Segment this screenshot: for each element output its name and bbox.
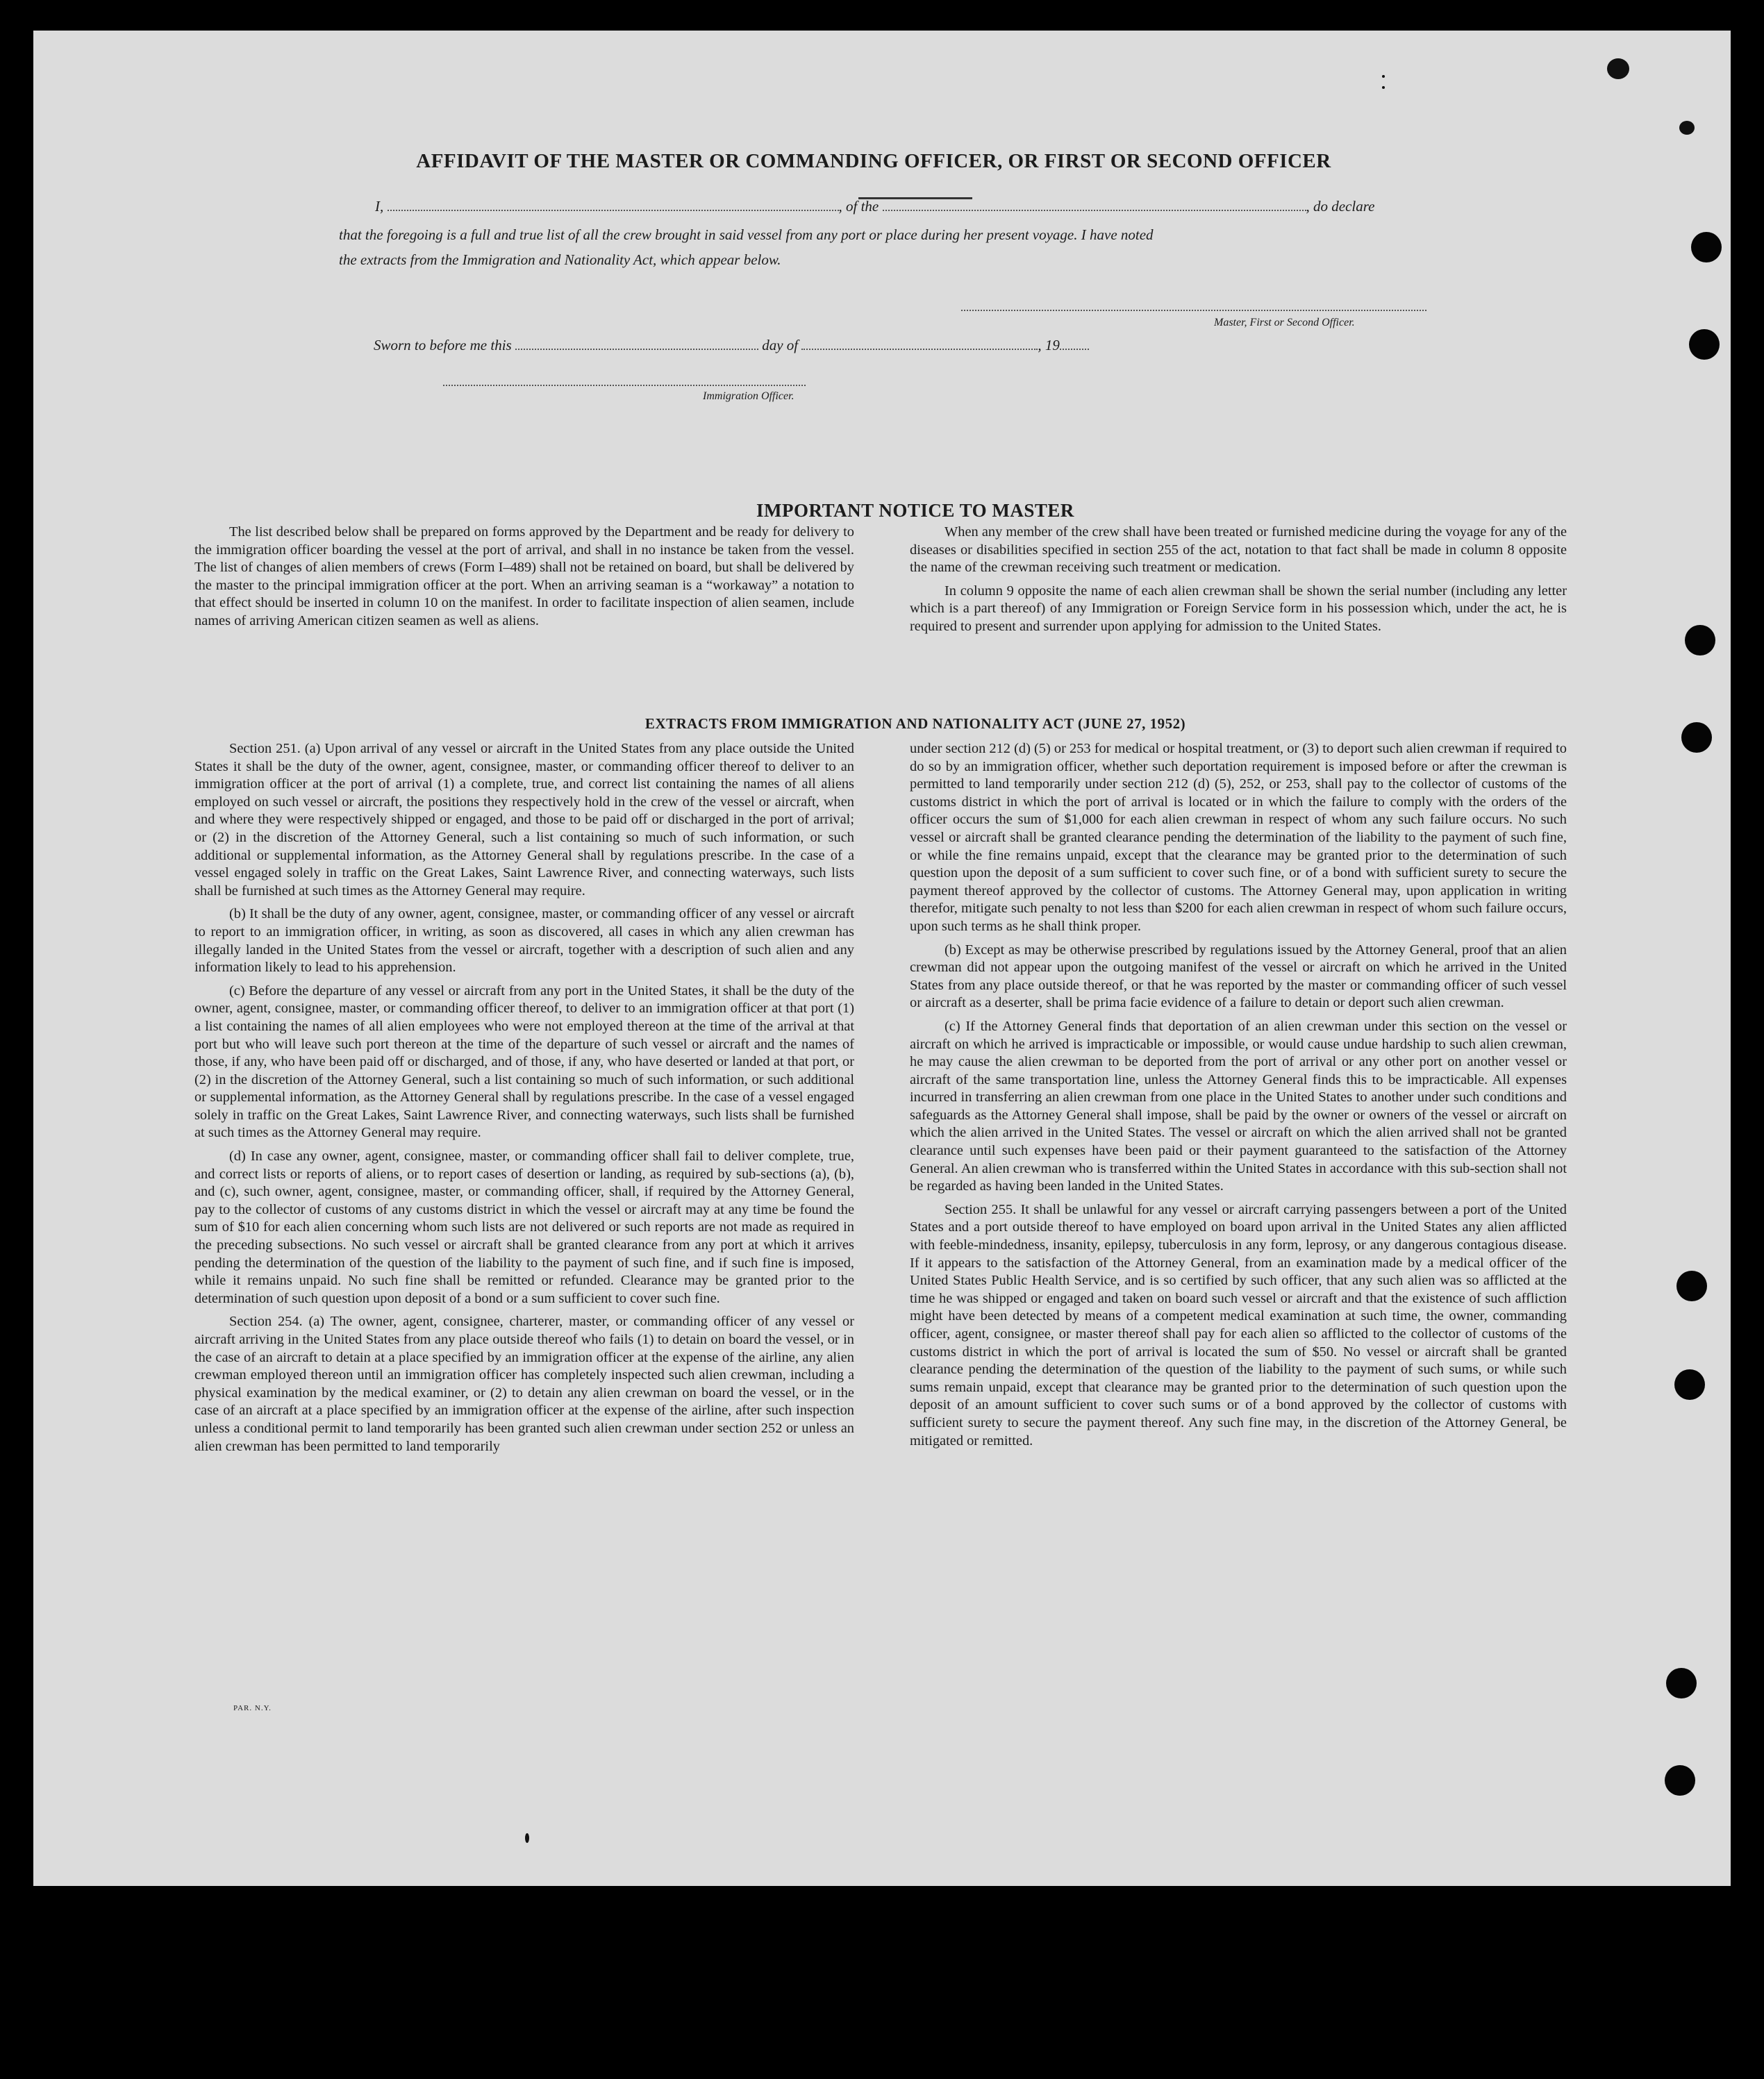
vessel-name-field[interactable] bbox=[883, 197, 1306, 211]
sworn-year-prefix: , 19 bbox=[1038, 337, 1060, 353]
printer-mark: PAR. N.Y. bbox=[233, 1704, 272, 1712]
sworn-line bbox=[374, 336, 1089, 354]
notice-right-column bbox=[910, 524, 1567, 642]
speck bbox=[525, 1833, 529, 1843]
officer-signature-line[interactable] bbox=[443, 385, 806, 386]
notice-left-column bbox=[194, 524, 854, 636]
section-254-c: (c) If the Attorney General finds that deportation of an alien crewman under this section on the vessel or aircraft on which he arrived is impracticable or impossible, or would cause undue hardship to such alien crewman, he may cause the alien crewman to be deported from the port of arrival or any other port on another vessel or aircraft of the same transportation line, unless the Attorney General finds this to be impracticable. All expenses incurred in transferring an alien crewman from one place in the United States to another under such conditions and safeguards as the Attorney General shall impose, shall be paid by the owner or owners of the vessel or aircraft on which the alien arrived in the United States. The vessel or aircraft on which the alien arrived shall not be granted clearance until such expenses have been paid or their payment guaranteed to the satisfaction of the Attorney General. An alien crewman who is transferred within the United States in accordance with this sub-section shall not be regarded as having been landed in the United States. bbox=[910, 1018, 1567, 1194]
master-signature-caption: Master, First or Second Officer. bbox=[1214, 317, 1355, 328]
section-251-c: (c) Before the departure of any vessel or aircraft from any port in the United States, it shall be the duty of the owner, agent, consignee, master, or commanding officer thereof, to deliver to an immigration officer at that port (1) a list containing the names of all alien employees who were not employed thereon at the time of the arrival at that port but who will leave such port thereon at the time of the departure of such vessel or aircraft and the names of those, if any, who have been paid off or discharged, and of those, if any, who have deserted or landed at that port, or (2) in the discretion of the Attorney General, such a list containing so much of such information, or such additional or supplemental information, as the Attorney General shall by regulations prescribe. In the case of a vessel engaged solely in traffic on the Great Lakes, Saint Lawrence River, and connecting waterways, such lists shall be furnished at such times as the Attorney General may require. bbox=[194, 983, 854, 1141]
punch-hole bbox=[1689, 329, 1720, 360]
punch-hole bbox=[1665, 1765, 1695, 1796]
ink-blot bbox=[1679, 121, 1695, 135]
section-254-a: Section 254. (a) The owner, agent, consignee, charterer, master, or commanding officer of any vessel or aircraft arriving in the United States from any place outside thereof who fails (1) to detain on board the vessel, or in the case of an aircraft to detain at a place specified by an immigration officer at the expense of the airline, any alien crewman employed thereon until an immigration officer has completely inspected such alien crewman, including a physical examination by the medical examiner, or (2) to detain any alien crewman on board the vessel, or in the case of an aircraft at a place specified by an immigration officer at the expense of the airline, after such inspection unless a conditional permit to land temporarily has been granted such alien crewman under section 252 or unless an alien crewman has been permitted to land temporarily bbox=[194, 1314, 854, 1454]
sworn-prefix: Sworn to before me this bbox=[374, 337, 512, 353]
notice-right-paragraph-1: When any member of the crew shall have been treated or furnished medicine during the voyage for any of the diseases or disabilities specified in section 255 of the act, notation to that fact shall be made in column 8 opposite the name of the crewman receiving such treatment or medication. bbox=[910, 524, 1567, 576]
notice-right-paragraph-2: In column 9 opposite the name of each alien crewman shall be shown the serial number (including any letter which is a part thereof) of any Immigration or Foreign Service form in his possession which, under the act, he is required to present and surrender upon applying for admission to the United States. bbox=[910, 583, 1567, 634]
declaration-text-line-3: the extracts from the Immigration and Nationality Act, which appear below. bbox=[339, 251, 781, 268]
extracts-title: EXTRACTS FROM IMMIGRATION AND NATIONALITY ACT (JUNE 27, 1952) bbox=[644, 715, 1186, 732]
section-254-a-continued: under section 212 (d) (5) or 253 for medical or hospital treatment, or (3) to deport such alien crewman if required to do so by an immigration officer, whether such deportation requirement is imposed before or after the crewman is permitted to land temporarily under section 212 (d) (5), 252, or 253, shall pay to the collector of customs of the customs district in which the port of arrival is located or in which the failure to comply with the orders of the officer occurs the sum of $1,000 for each alien crewman in respect of whom any such failure occurs. No such vessel or aircraft shall be granted clearance pending the determination of the liability to the payment of such fine, or while the fine remains unpaid, except that the clearance may be granted prior to the determination of such question upon the deposit of a sum sufficient to cover such fine, or of a bond with sufficient surety to secure the payment thereof approved by the collector of customs. The Attorney General may, upon application in writing therefor, mitigate such penalty to not less than $200 for each alien crewman in respect of whom such failure occurs, upon such terms as he shall think proper. bbox=[910, 741, 1567, 934]
punch-hole bbox=[1691, 232, 1722, 262]
punch-hole bbox=[1685, 625, 1715, 656]
declaration-of-the: , of the bbox=[838, 198, 879, 215]
form-page bbox=[33, 31, 1731, 1886]
section-255: Section 255. It shall be unlawful for any vessel or aircraft carrying passengers between a port of the United States and a port outside thereof to have employed on board upon arrival in the United States any alien afflicted with feeble-mindedness, insanity, epilepsy, tuberculosis in any form, leprosy, or any dangerous contagious disease. If it appears to the satisfaction of the Attorney General, from an examination made by a medical officer of the United States Public Health Service, and is so certified by such officer, that any such alien was so afflicted at the time he was shipped or engaged and taken on board such vessel or aircraft and that the existence of such affliction might have been detected by means of a competent medical examination at such time, the owner, commanding officer, agent, consignee, or master thereof shall pay for each alien so afflicted to the collector of customs of the customs district in which the port of arrival is located the sum of $50. No vessel or aircraft shall be granted clearance pending the determination of the question of the liability to the payment of such sums, or while such sums remain unpaid, except that clearance may be granted prior to the determination of such question upon the deposit of an amount sufficient to cover such sums or of a bond approved by the collector of customs with sufficient surety to secure the payment thereof. Any such fine may, in the discretion of the Attorney General, be mitigated or remitted. bbox=[910, 1201, 1567, 1448]
ink-blot bbox=[1607, 58, 1629, 79]
notice-title: IMPORTANT NOTICE TO MASTER bbox=[756, 500, 1074, 521]
officer-signature-caption: Immigration Officer. bbox=[703, 390, 794, 402]
sworn-month-field[interactable] bbox=[801, 336, 1038, 350]
punch-hole bbox=[1674, 1369, 1705, 1400]
declaration-do-declare: , do declare bbox=[1306, 198, 1375, 215]
punch-hole bbox=[1681, 722, 1712, 753]
affidavit-title: AFFIDAVIT OF THE MASTER OR COMMANDING OFFICER, OR FIRST OR SECOND OFFICER bbox=[416, 150, 1331, 172]
notice-left-paragraph: The list described below shall be prepared on forms approved by the Department and be ready for delivery to the immigration officer boarding the vessel at the port of arrival, and shall in no instance be taken from the vessel. The list of changes of alien members of crews (Form I–489) shall not be retained on board, but shall be delivered by the master to the principal immigration officer at the port. When an arriving seaman is a “workaway” a notation to that effect should be inserted in column 10 on the manifest. In order to facilitate inspection of alien seamen, include names of arriving American citizen seamen as well as aliens. bbox=[194, 524, 854, 628]
section-251-a: Section 251. (a) Upon arrival of any vessel or aircraft in the United States from any place outside the United States it shall be the duty of the owner, agent, consignee, master, or commanding officer thereof to deliver to an immigration officer at the port of arrival (1) a complete, true, and correct list containing the names of all aliens employed on such vessel or aircraft, the positions they respectively hold in the crew of the vessel or aircraft, when and where they were respectively shipped or engaged, and those to be paid off or discharged in the port of arrival; or (2) in the discretion of the Attorney General, such a list containing so much of such information, or such additional or supplemental information, as the Attorney General shall by regulations prescribe. In the case of a vessel engaged solely in traffic on the Great Lakes, Saint Lawrence River, and connecting waterways, such lists shall be furnished at such times as the Attorney General may require. bbox=[194, 741, 854, 899]
speck bbox=[1382, 86, 1385, 89]
extracts-left-column bbox=[194, 740, 854, 1461]
punch-hole bbox=[1676, 1271, 1707, 1301]
declarant-name-field[interactable] bbox=[388, 197, 839, 211]
declaration-i: I, bbox=[375, 198, 384, 215]
section-251-b: (b) It shall be the duty of any owner, agent, consignee, master, or commanding officer of any vessel or aircraft to report to an immigration officer, in writing, as soon as discovered, all cases in which any alien crewman has illegally landed in the United States from the vessel or aircraft, together with a description of such alien and any information likely to lead to his apprehension. bbox=[194, 906, 854, 976]
section-251-d: (d) In case any owner, agent, consignee, master, or commanding officer shall fail to deliver complete, true, and correct lists or reports of aliens, or to report cases of desertion or landing, as required by sub-sections (a), (b), and (c), such owner, agent, consignee, master, or commanding officer, shall, if required by the Attorney General, pay to the collector of customs of any customs district in which the vessel or aircraft may at any time be found the sum of $10 for each alien concerning whom such lists are not delivered or such reports are not made as required in the preceding subsections. No such vessel or aircraft shall be granted clearance from any port at which it arrives pending the determination of the question of the liability to the payment of such fine, and if such fine is imposed, while it remains unpaid. No such fine shall be remitted or refunded. Clearance may be granted prior to the determination of such question upon deposit of a bond or a sum sufficient to cover such fine. bbox=[194, 1149, 854, 1306]
sworn-day-of: day of bbox=[762, 337, 799, 353]
extracts-right-column bbox=[910, 740, 1567, 1455]
declaration-line bbox=[375, 197, 1374, 215]
sworn-day-field[interactable] bbox=[515, 336, 758, 350]
sworn-year-field[interactable] bbox=[1060, 336, 1089, 350]
punch-hole bbox=[1666, 1668, 1697, 1698]
speck bbox=[1382, 75, 1385, 78]
section-254-b: (b) Except as may be otherwise prescribed by regulations issued by the Attorney General, proof that an alien crewman did not appear upon the outgoing manifest of the vessel or aircraft on which he arrived in the United States from any place outside thereof, or that he was reported by the master or commanding officer of such vessel or aircraft as a deserter, shall be prima facie evidence of a failure to detain or deport such alien crewman. bbox=[910, 942, 1567, 1011]
master-signature-line[interactable] bbox=[961, 310, 1426, 311]
declaration-text-line-2: that the foregoing is a full and true list of all the crew brought in said vessel from any port or place during her present voyage. I have noted bbox=[339, 226, 1154, 243]
